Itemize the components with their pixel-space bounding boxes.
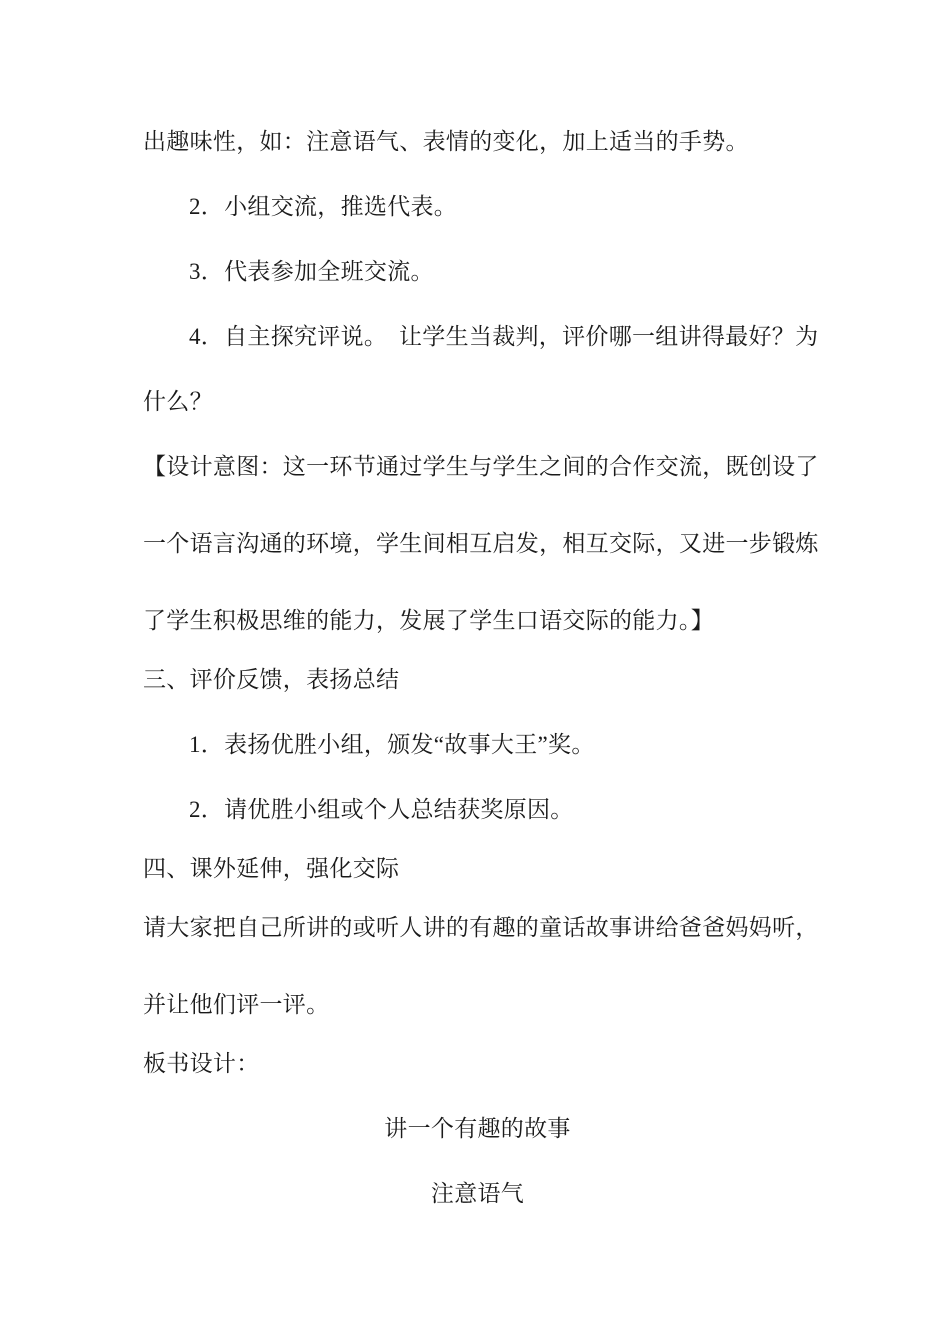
text-line: 4．自主探究评说。 让学生当裁判，评价哪一组讲得最好？为 (189, 324, 819, 349)
text-line: 出趣味性，如：注意语气、表情的变化，加上适当的手势。 (143, 129, 749, 154)
text-line: 【设计意图：这一环节通过学生与学生之间的合作交流，既创设了 (143, 454, 819, 479)
text-line: 3．代表参加全班交流。 (189, 259, 434, 284)
text-line: 一个语言沟通的环境，学生间相互启发，相互交际，又进一步锻炼 (143, 531, 819, 556)
text-line: 注意语气 (430, 1181, 525, 1206)
text-line: 1．表扬优胜小组，颁发“故事大王”奖。 (189, 732, 595, 757)
text-line: 请大家把自己所讲的或听人讲的有趣的童话故事讲给爸爸妈妈听， (143, 915, 819, 940)
document-body (143, 129, 819, 1207)
text-line: 什么？ (143, 389, 213, 414)
text-line: 三、评价反馈，表扬总结 (143, 667, 400, 692)
text-line: 讲一个有趣的故事 (384, 1116, 571, 1141)
text-line: 板书设计： (143, 1051, 260, 1076)
text-line: 并让他们评一评。 (143, 992, 330, 1017)
text-line: 了学生积极思维的能力，发展了学生口语交际的能力。】 (143, 608, 714, 633)
text-line: 2．小组交流，推选代表。 (189, 194, 458, 219)
text-line: 2．请优胜小组或个人总结获奖原因。 (189, 797, 574, 822)
text-line: 四、课外延伸，强化交际 (143, 856, 400, 881)
